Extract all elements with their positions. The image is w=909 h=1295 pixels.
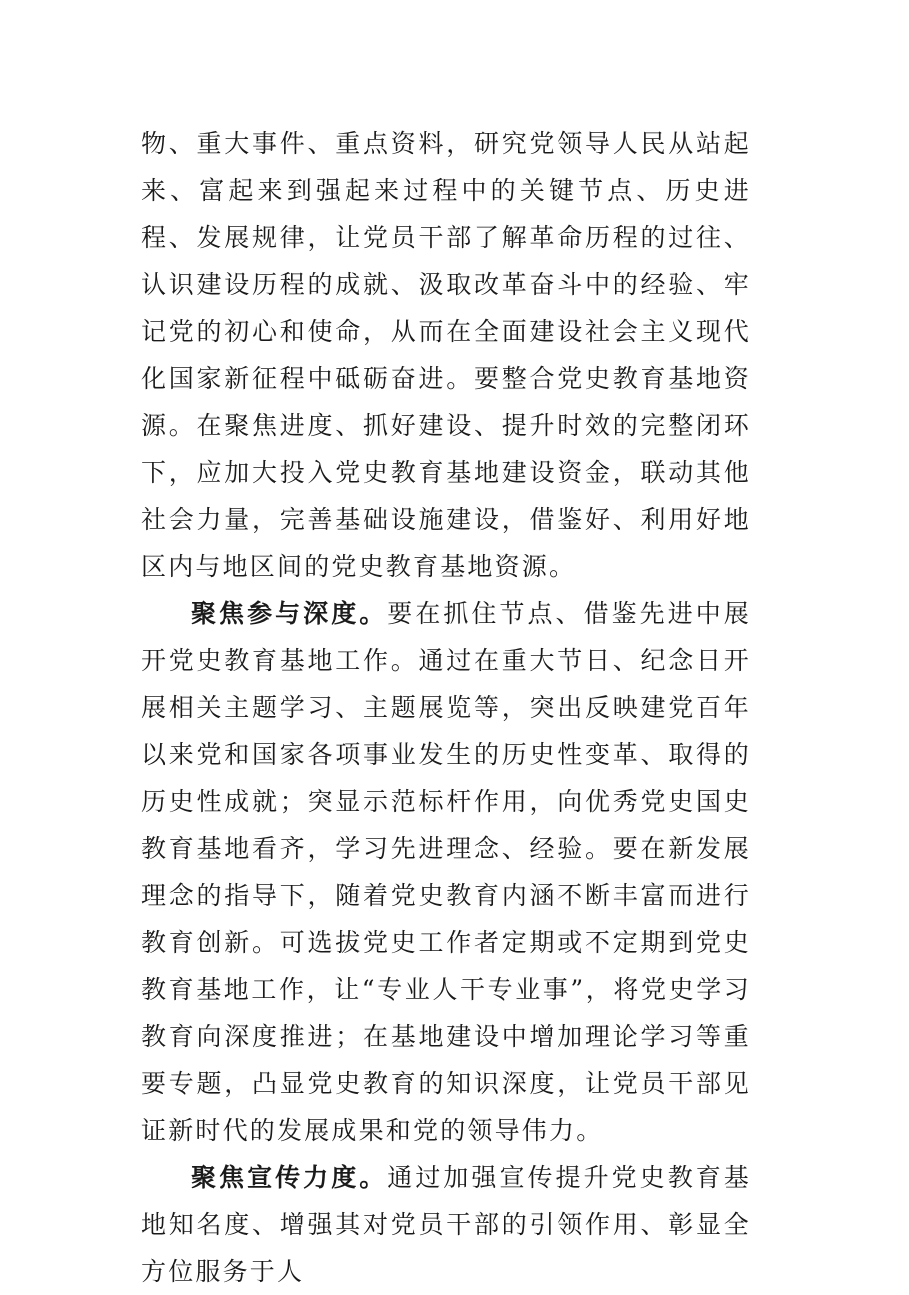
paragraph-heading: 聚焦宣传力度。: [191, 1163, 388, 1192]
paragraph-continuation: [141, 120, 751, 590]
paragraph-text: 通过加强宣传提升党史教育基地知名度、增强其对党员干部的引领作用、彰显全方位服务于人: [141, 1163, 751, 1286]
paragraph-text: 要在抓住节点、借鉴先进中展开党史教育基地工作。通过在重大节日、纪念日开展相关主题学习、主题展览等，突出反映建党百年以来党和国家各项事业发生的历史性变革、取得的历史性成就；突显示范标杆作用，向优秀党史国史教育基地看齐，学习先进理念、经验。要在新发展理念的指导下，随着党史教育内涵不断丰富而进行教育创新。可选拔党史工作者定期或不定期到党史教育基地工作，让“专业人干专业事”，将党史学习教育向深度推进；在基地建设中增加理论学习等重要专题，凸显党史教育的知识深度，让党员干部见证新时代的发展成果和党的领导伟力。: [141, 599, 751, 1145]
document-body: [141, 120, 751, 1295]
paragraph-text: 物、重大事件、重点资料，研究党领导人民从站起来、富起来到强起来过程中的关键节点、历史进程、发展规律，让党员干部了解革命历程的过往、认识建设历程的成就、汲取改革奋斗中的经验、牢记党的初心和使命，从而在全面建设社会主义现代化国家新征程中砥砺奋进。要整合党史教育基地资源。在聚焦进度、抓好建设、提升时效的完整闭环下，应加大投入党史教育基地建设资金，联动其他社会力量，完善基础设施建设，借鉴好、利用好地区内与地区间的党史教育基地资源。: [141, 129, 751, 581]
paragraph-publicity-strength: [141, 1154, 751, 1295]
paragraph-participation-depth: [141, 590, 751, 1154]
paragraph-heading: 聚焦参与深度。: [191, 599, 388, 628]
